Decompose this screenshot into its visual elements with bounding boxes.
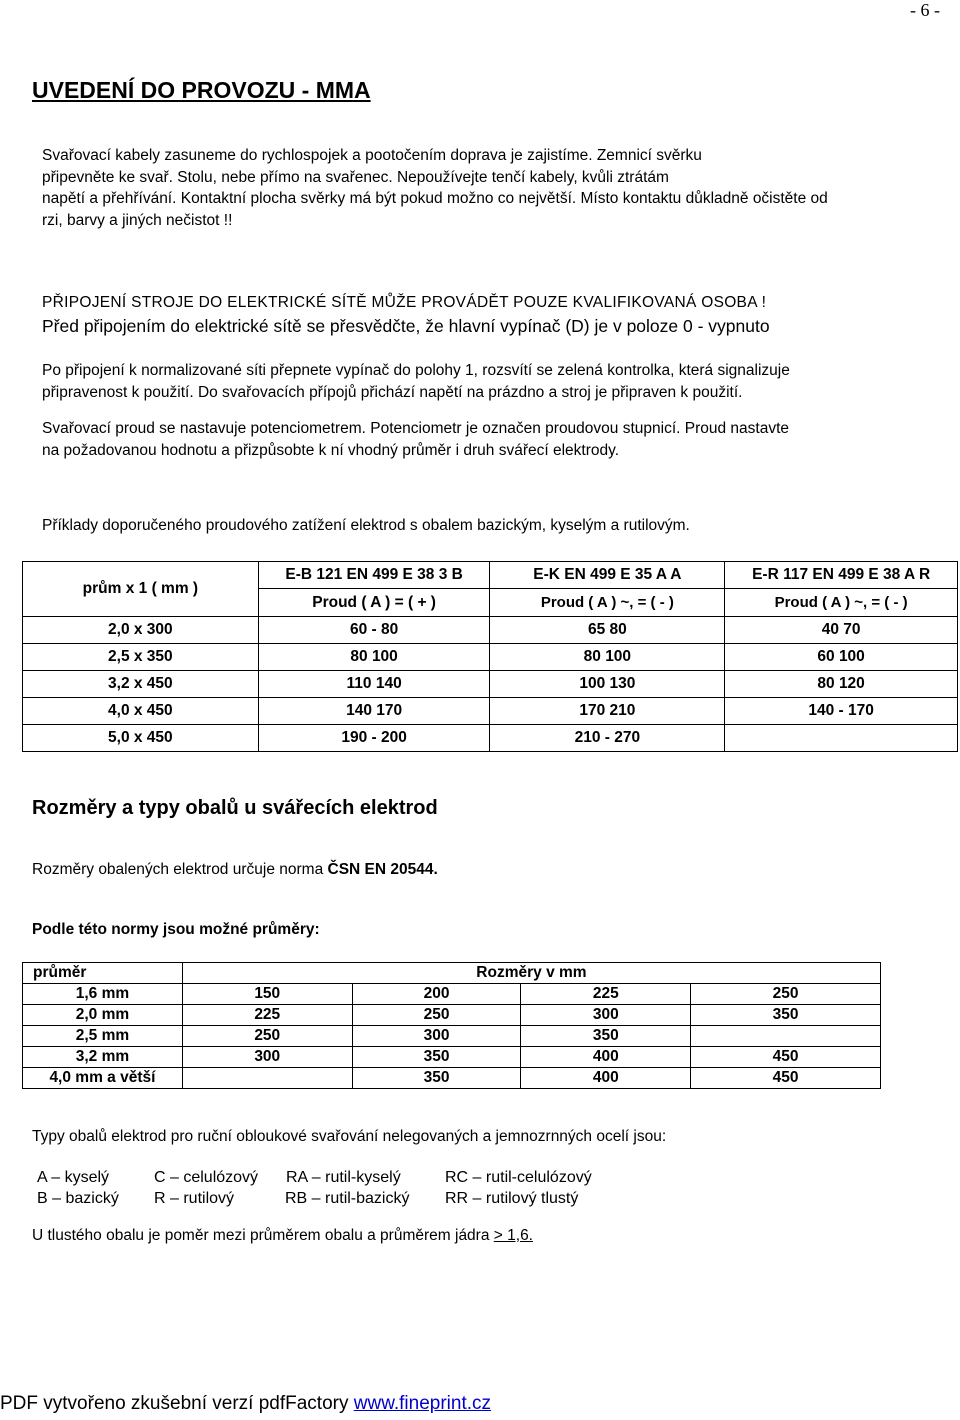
table-cell: 110 140 (258, 671, 490, 698)
table-cell: 140 - 170 (725, 698, 958, 725)
section-heading: Rozměry a typy obalů u svářecích elektrod (32, 797, 438, 819)
table-cell: 100 130 (490, 671, 725, 698)
coating-type: C – celulózový (154, 1169, 259, 1186)
table-header-row (23, 562, 958, 589)
table-cell: 350 (352, 1068, 521, 1089)
table-cell: 3,2 x 450 (23, 671, 259, 698)
table-row (23, 1026, 881, 1047)
table-row (23, 1068, 881, 1089)
intro-line: napětí a přehřívání. Kontaktní plocha svěrky má být pokud možno co největší. Místo kontaktu důkladně očistěte od (42, 190, 828, 207)
norm-text: Rozměry obalených elektrod určuje norma (32, 861, 328, 878)
ratio-value: > 1,6. (493, 1227, 533, 1244)
norm-paragraph (32, 861, 438, 879)
table-cell: 80 120 (725, 671, 958, 698)
table-cell: 400 (521, 1068, 691, 1089)
table-cell: 250 (691, 984, 881, 1005)
current-subheader: Proud ( A ) = ( + ) (258, 589, 490, 617)
current-line: Svařovací proud se nastavuje potenciometrem. Potenciometr je označen proudovou stupnicí. Proud nastavte (42, 420, 790, 437)
intro-paragraph (42, 145, 932, 231)
table-cell: 400 (521, 1047, 691, 1068)
page-title: UVEDENÍ DO PROVOZU - MMA (32, 77, 371, 103)
current-setting-paragraph (42, 418, 942, 461)
table-row (23, 1047, 881, 1068)
coating-types-row (37, 1167, 592, 1188)
current-subheader: Proud ( A ) ~, = ( - ) (490, 589, 725, 617)
table-cell: 4,0 x 450 (23, 698, 259, 725)
coating-type: A – kyselý (37, 1169, 110, 1186)
table-cell: 300 (182, 1047, 352, 1068)
footer-text: PDF vytvořeno zkušební verzí pdfFactory (0, 1393, 354, 1414)
intro-line: Svařovací kabely zasuneme do rychlospojek a pootočením doprava je zajistíme. Zemnicí svěrku (42, 147, 702, 164)
table-row (23, 644, 958, 671)
table-cell: 2,5 mm (23, 1026, 183, 1047)
examples-caption: Příklady doporučeného proudového zatížení elektrod s obalem bazickým, kyselým a rutilovým. (42, 517, 690, 534)
table-cell: 350 (691, 1005, 881, 1026)
connection-line: Po připojení k normalizované síti přepnete vypínač do polohy 1, rozsvítí se zelená kontrolka, která signalizuje (42, 362, 790, 379)
intro-line: rzi, barvy a jiných nečistot !! (42, 211, 233, 229)
coating-types-list (37, 1167, 592, 1209)
table-cell: 170 210 (490, 698, 725, 725)
diameter-header: prům x 1 ( mm ) (23, 562, 259, 617)
table-cell: 2,5 x 350 (23, 644, 259, 671)
table-row (23, 698, 958, 725)
electrode-type-header: E-R 117 EN 499 E 38 A R (725, 562, 958, 589)
page-number: - 6 - (910, 0, 940, 20)
main-switch-note: Před připojením do elektrické sítě se přesvědčte, že hlavní vypínač (D) je v poloze 0 - vypnuto (42, 316, 770, 336)
table-cell: 5,0 x 450 (23, 725, 259, 752)
table-cell: 2,0 mm (23, 1005, 183, 1026)
table-cell: 250 (182, 1026, 352, 1047)
table-cell (182, 1068, 352, 1089)
coating-type: RA – rutil-kyselý (286, 1169, 401, 1186)
diameters-heading: Podle této normy jsou možné průměry: (32, 921, 320, 938)
coating-types-intro: Typy obalů elektrod pro ruční obloukové svařování nelegovaných a jemnozrnných ocelí jsou: (32, 1128, 667, 1145)
current-line: na požadovanou hodnotu a přizpůsobte k ní vhodný průměr i druh svářecí elektrody. (42, 441, 620, 459)
norm-code: ČSN EN 20544. (327, 861, 438, 878)
table-cell: 80 100 (490, 644, 725, 671)
table-cell: 225 (182, 1005, 352, 1026)
table-cell: 300 (352, 1026, 521, 1047)
thick-coating-note (32, 1227, 533, 1245)
coating-type: RB – rutil-bazický (285, 1190, 410, 1207)
table-cell: 3,2 mm (23, 1047, 183, 1068)
current-subheader: Proud ( A ) ~, = ( - ) (725, 589, 958, 617)
sizes-header: Rozměry v mm (182, 963, 880, 984)
table-cell: 2,0 x 300 (23, 617, 259, 644)
current-load-table (22, 561, 958, 752)
coating-type: RR – rutilový tlustý (445, 1190, 579, 1207)
table-cell: 350 (352, 1047, 521, 1068)
qualified-person-warning: PŘIPOJENÍ STROJE DO ELEKTRICKÉ SÍTĚ MŮŽE PROVÁDĚT POUZE KVALIFIKOVANÁ OSOBA ! (42, 294, 767, 311)
electrode-type-header: E-K EN 499 E 35 A A (490, 562, 725, 589)
table-cell: 450 (691, 1068, 881, 1089)
coating-type: RC – rutil-celulózový (445, 1169, 592, 1186)
table-cell: 150 (182, 984, 352, 1005)
table-cell: 210 - 270 (490, 725, 725, 752)
table-cell: 1,6 mm (23, 984, 183, 1005)
table-cell (725, 725, 958, 752)
table-cell: 140 170 (258, 698, 490, 725)
table-cell: 4,0 mm a větší (23, 1068, 183, 1089)
diameter-header: průměr (23, 963, 183, 984)
table-row (23, 725, 958, 752)
table-cell: 40 70 (725, 617, 958, 644)
footer-link[interactable]: www.fineprint.cz (353, 1393, 492, 1414)
table-row (23, 617, 958, 644)
table-cell: 200 (352, 984, 521, 1005)
coating-types-row (37, 1188, 592, 1209)
table-cell: 225 (521, 984, 691, 1005)
ratio-text: U tlustého obalu je poměr mezi průměrem obalu a průměrem jádra (32, 1227, 494, 1244)
table-cell: 65 80 (490, 617, 725, 644)
electrode-size-table (22, 962, 881, 1089)
coating-type: B – bazický (37, 1190, 119, 1207)
table-cell: 250 (352, 1005, 521, 1026)
connection-line: připravenost k použití. Do svařovacích přípojů přichází napětí na prázdno a stroj je připraven k použití. (42, 383, 743, 401)
coating-type: R – rutilový (154, 1190, 235, 1207)
table-row (23, 671, 958, 698)
table-cell: 60 - 80 (258, 617, 490, 644)
table-cell: 190 - 200 (258, 725, 490, 752)
table-cell: 60 100 (725, 644, 958, 671)
table-cell: 80 100 (258, 644, 490, 671)
pdf-footer (0, 1393, 491, 1415)
table-cell: 300 (521, 1005, 691, 1026)
table-cell: 450 (691, 1047, 881, 1068)
intro-line: připevněte ke svař. Stolu, nebe přímo na svařenec. Nepoužívejte tenčí kabely, kvůli ztrátám (42, 168, 669, 186)
table-cell (691, 1026, 881, 1047)
table-cell: 350 (521, 1026, 691, 1047)
table-row (23, 1005, 881, 1026)
table-header-row (23, 963, 881, 984)
electrode-type-header: E-B 121 EN 499 E 38 3 B (258, 562, 490, 589)
connection-paragraph (42, 360, 942, 403)
table-row (23, 984, 881, 1005)
